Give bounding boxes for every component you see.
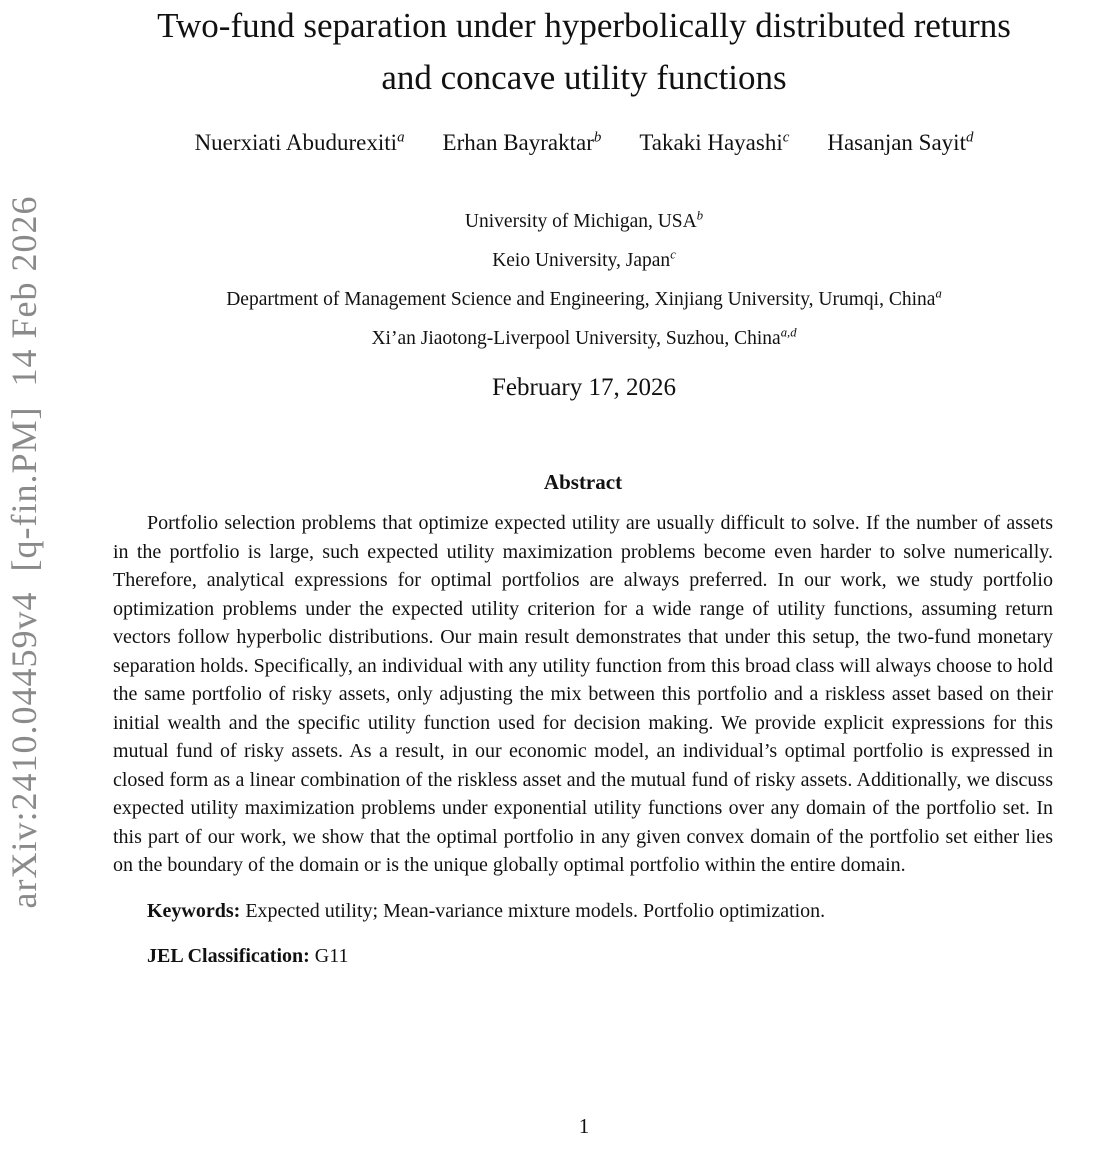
page-number: 1 — [578, 1114, 590, 1138]
affiliation — [56, 241, 1112, 280]
arxiv-watermark: arXiv:2410.04459v4 [q-fin.PM] 14 Feb 2026 — [4, 195, 44, 909]
affiliation-text: Department of Management Science and Engineering, Xinjiang University, Urumqi, China — [226, 289, 936, 310]
author — [639, 130, 789, 156]
affiliation — [56, 202, 1112, 241]
jel-line — [113, 942, 1053, 970]
author-name: Takaki Hayashi — [639, 130, 783, 155]
affiliation-mark: a,d — [780, 325, 797, 340]
author-name: Erhan Bayraktar — [442, 130, 594, 155]
author-list — [56, 130, 1112, 156]
abstract-text: Portfolio selection problems that optimize expected utility are usually difficult to solve. If the number of assets in the portfolio is large, such expected utility maximization problems become even harder to solve numerically. Therefore, analytical expressions for optimal portfolios are always preferred. In our work, we study portfolio optimization problems under the expected utility criterion for a wide range of utility functions, assuming return vectors follow hyperbolic distributions. Our main result demonstrates that under this setup, the two-fund monetary separation holds. Specifically, an individual with any utility function from this broad class will always choose to hold the same portfolio of risky assets, only adjusting the mix between this portfolio and a riskless asset based on their initial wealth and the specific utility function used for decision making. We provide explicit expressions for this mutual fund of risky assets. As a result, in our economic model, an individual’s optimal portfolio is expressed in closed form as a linear combination of the riskless asset and the mutual fund of risky assets. Additionally, we discuss expected utility maximization problems under exponential utility functions over any domain of the portfolio set. In this part of our work, we show that the optimal portfolio in any given convex domain of the portfolio set either lies on the boundary of the domain or is the unique globally optimal portfolio within the entire domain. — [113, 512, 1053, 876]
author — [827, 130, 973, 156]
abstract-heading: Abstract — [543, 470, 623, 494]
keywords-label: Keywords: — [147, 899, 241, 922]
author — [195, 130, 405, 156]
affiliation-mark: c — [670, 247, 676, 262]
author-affil-mark: a — [397, 129, 405, 146]
jel-text: G11 — [314, 944, 349, 967]
author-name: Hasanjan Sayit — [827, 130, 966, 155]
author-affil-mark: d — [965, 129, 974, 146]
paper-title — [56, 0, 1112, 104]
keywords-line — [113, 897, 1053, 925]
paper-date: February 17, 2026 — [492, 374, 676, 401]
author-affil-mark: b — [593, 129, 602, 146]
author — [443, 130, 602, 156]
affiliation-mark: a — [935, 286, 942, 301]
keywords-text: Expected utility; Mean-variance mixture models. Portfolio optimization. — [245, 899, 826, 922]
affiliation-list — [56, 202, 1112, 358]
abstract-section — [113, 470, 1053, 970]
jel-label: JEL Classification: — [147, 944, 310, 967]
affiliation — [56, 280, 1112, 319]
affiliation-text: Keio University, Japan — [492, 250, 671, 271]
title-line-1: Two-fund separation under hyperbolically distributed returns — [157, 6, 1011, 45]
paper-content — [56, 0, 1112, 1149]
affiliation-text: University of Michigan, USA — [464, 211, 697, 232]
author-name: Nuerxiati Abudurexiti — [194, 130, 398, 155]
affiliation-mark: b — [696, 208, 704, 223]
author-affil-mark: c — [782, 129, 790, 146]
affiliation-text: Xi’an Jiaotong-Liverpool University, Suzhou, China — [371, 328, 781, 349]
affiliation — [56, 319, 1112, 358]
title-line-2: and concave utility functions — [381, 58, 787, 97]
